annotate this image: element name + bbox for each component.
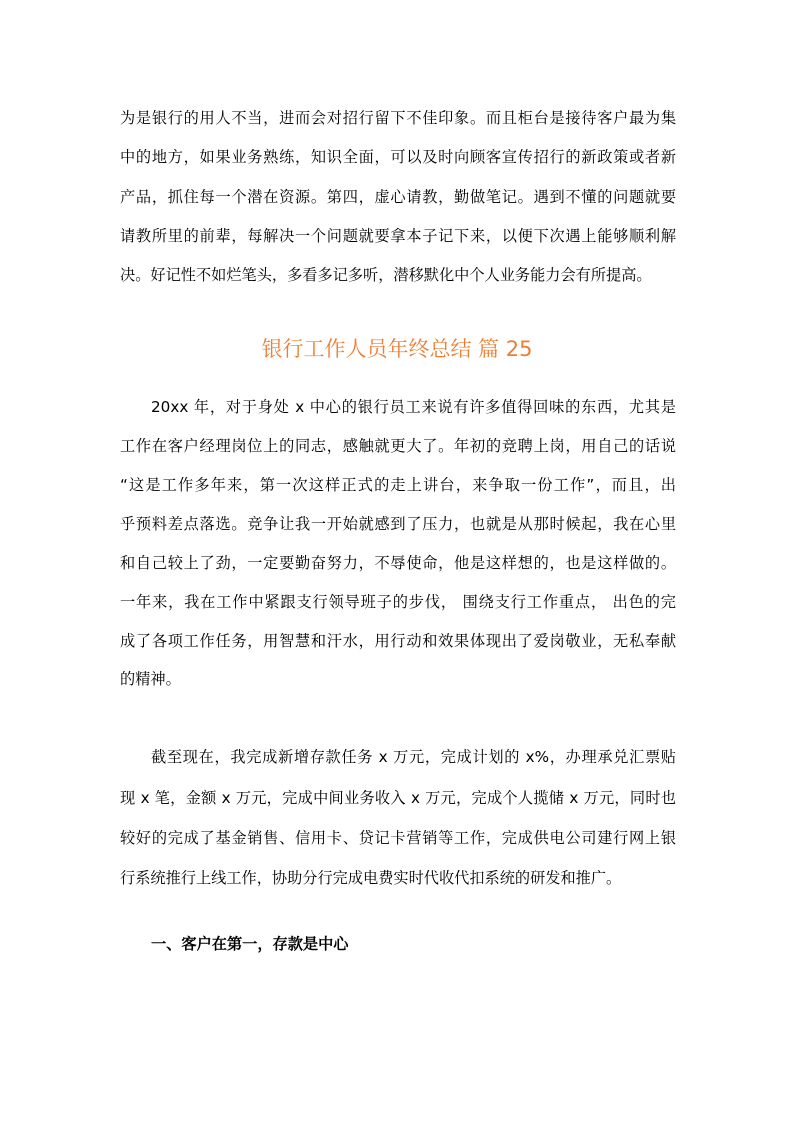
paragraph-line: 成了各项工作任务，用智慧和汗水，用行动和效果体现出了爱岗敬业，无私奉献 bbox=[120, 632, 676, 650]
paragraph-line: 20xx 年，对于身处 x 中心的银行员工来说有许多值得回味的东西，尤其是 bbox=[151, 398, 676, 416]
paragraph-line: 的精神。 bbox=[120, 670, 181, 688]
paragraph-line: 乎预料差点落选。竞争让我一开始就感到了压力，也就是从那时候起，我在心里 bbox=[120, 515, 676, 533]
intro-line: 请教所里的前辈，每解决一个问题就要拿本子记下来，以便下次遇上能够顺利解 bbox=[120, 227, 676, 245]
intro-line: 中的地方，如果业务熟练，知识全面，可以及时向顾客宣传招行的新政策或者新 bbox=[120, 148, 676, 166]
paragraph-line: 现 x 笔，金额 x 万元，完成中间业务收入 x 万元，完成个人揽储 x 万元，同时也 bbox=[120, 789, 676, 807]
paragraph-line: 截至现在，我完成新增存款任务 x 万元，完成计划的 x%，办理承兑汇票贴 bbox=[151, 748, 676, 766]
intro-line: 决。好记性不如烂笔头，多看多记多听，潜移默化中个人业务能力会有所提高。 bbox=[120, 266, 652, 284]
paragraph-line: 较好的完成了基金销售、信用卡、贷记卡营销等工作，完成供电公司建行网上银 bbox=[120, 829, 676, 847]
intro-line: 为是银行的用人不当，进而会对招行留下不佳印象。而且柜台是接待客户最为集 bbox=[120, 109, 676, 127]
section-title: 银行工作人员年终总结 篇 25 bbox=[261, 337, 533, 361]
subsection-heading: 一、客户在第一，存款是中心 bbox=[151, 935, 349, 953]
paragraph-line: 工作在客户经理岗位上的同志，感触就更大了。年初的竞聘上岗，用自己的话说 bbox=[120, 437, 676, 455]
paragraph-line: 行系统推行上线工作，协助分行完成电费实时代收代扣系统的研发和推广。 bbox=[120, 869, 622, 887]
paragraph-line: “这是工作多年来，第一次这样正式的走上讲台，来争取一份工作”，而且，出 bbox=[120, 476, 676, 494]
paragraph-line: 和自己较上了劲，一定要勤奋努力，不辱使命，他是这样想的，也是这样做的。 bbox=[120, 554, 676, 572]
intro-line: 产品，抓住每一个潜在资源。第四，虚心请教，勤做笔记。遇到不懂的问题就要 bbox=[120, 188, 676, 206]
paragraph-line: 一年来，我在工作中紧跟支行领导班子的步伐， 围绕支行工作重点， 出色的完 bbox=[120, 593, 676, 611]
